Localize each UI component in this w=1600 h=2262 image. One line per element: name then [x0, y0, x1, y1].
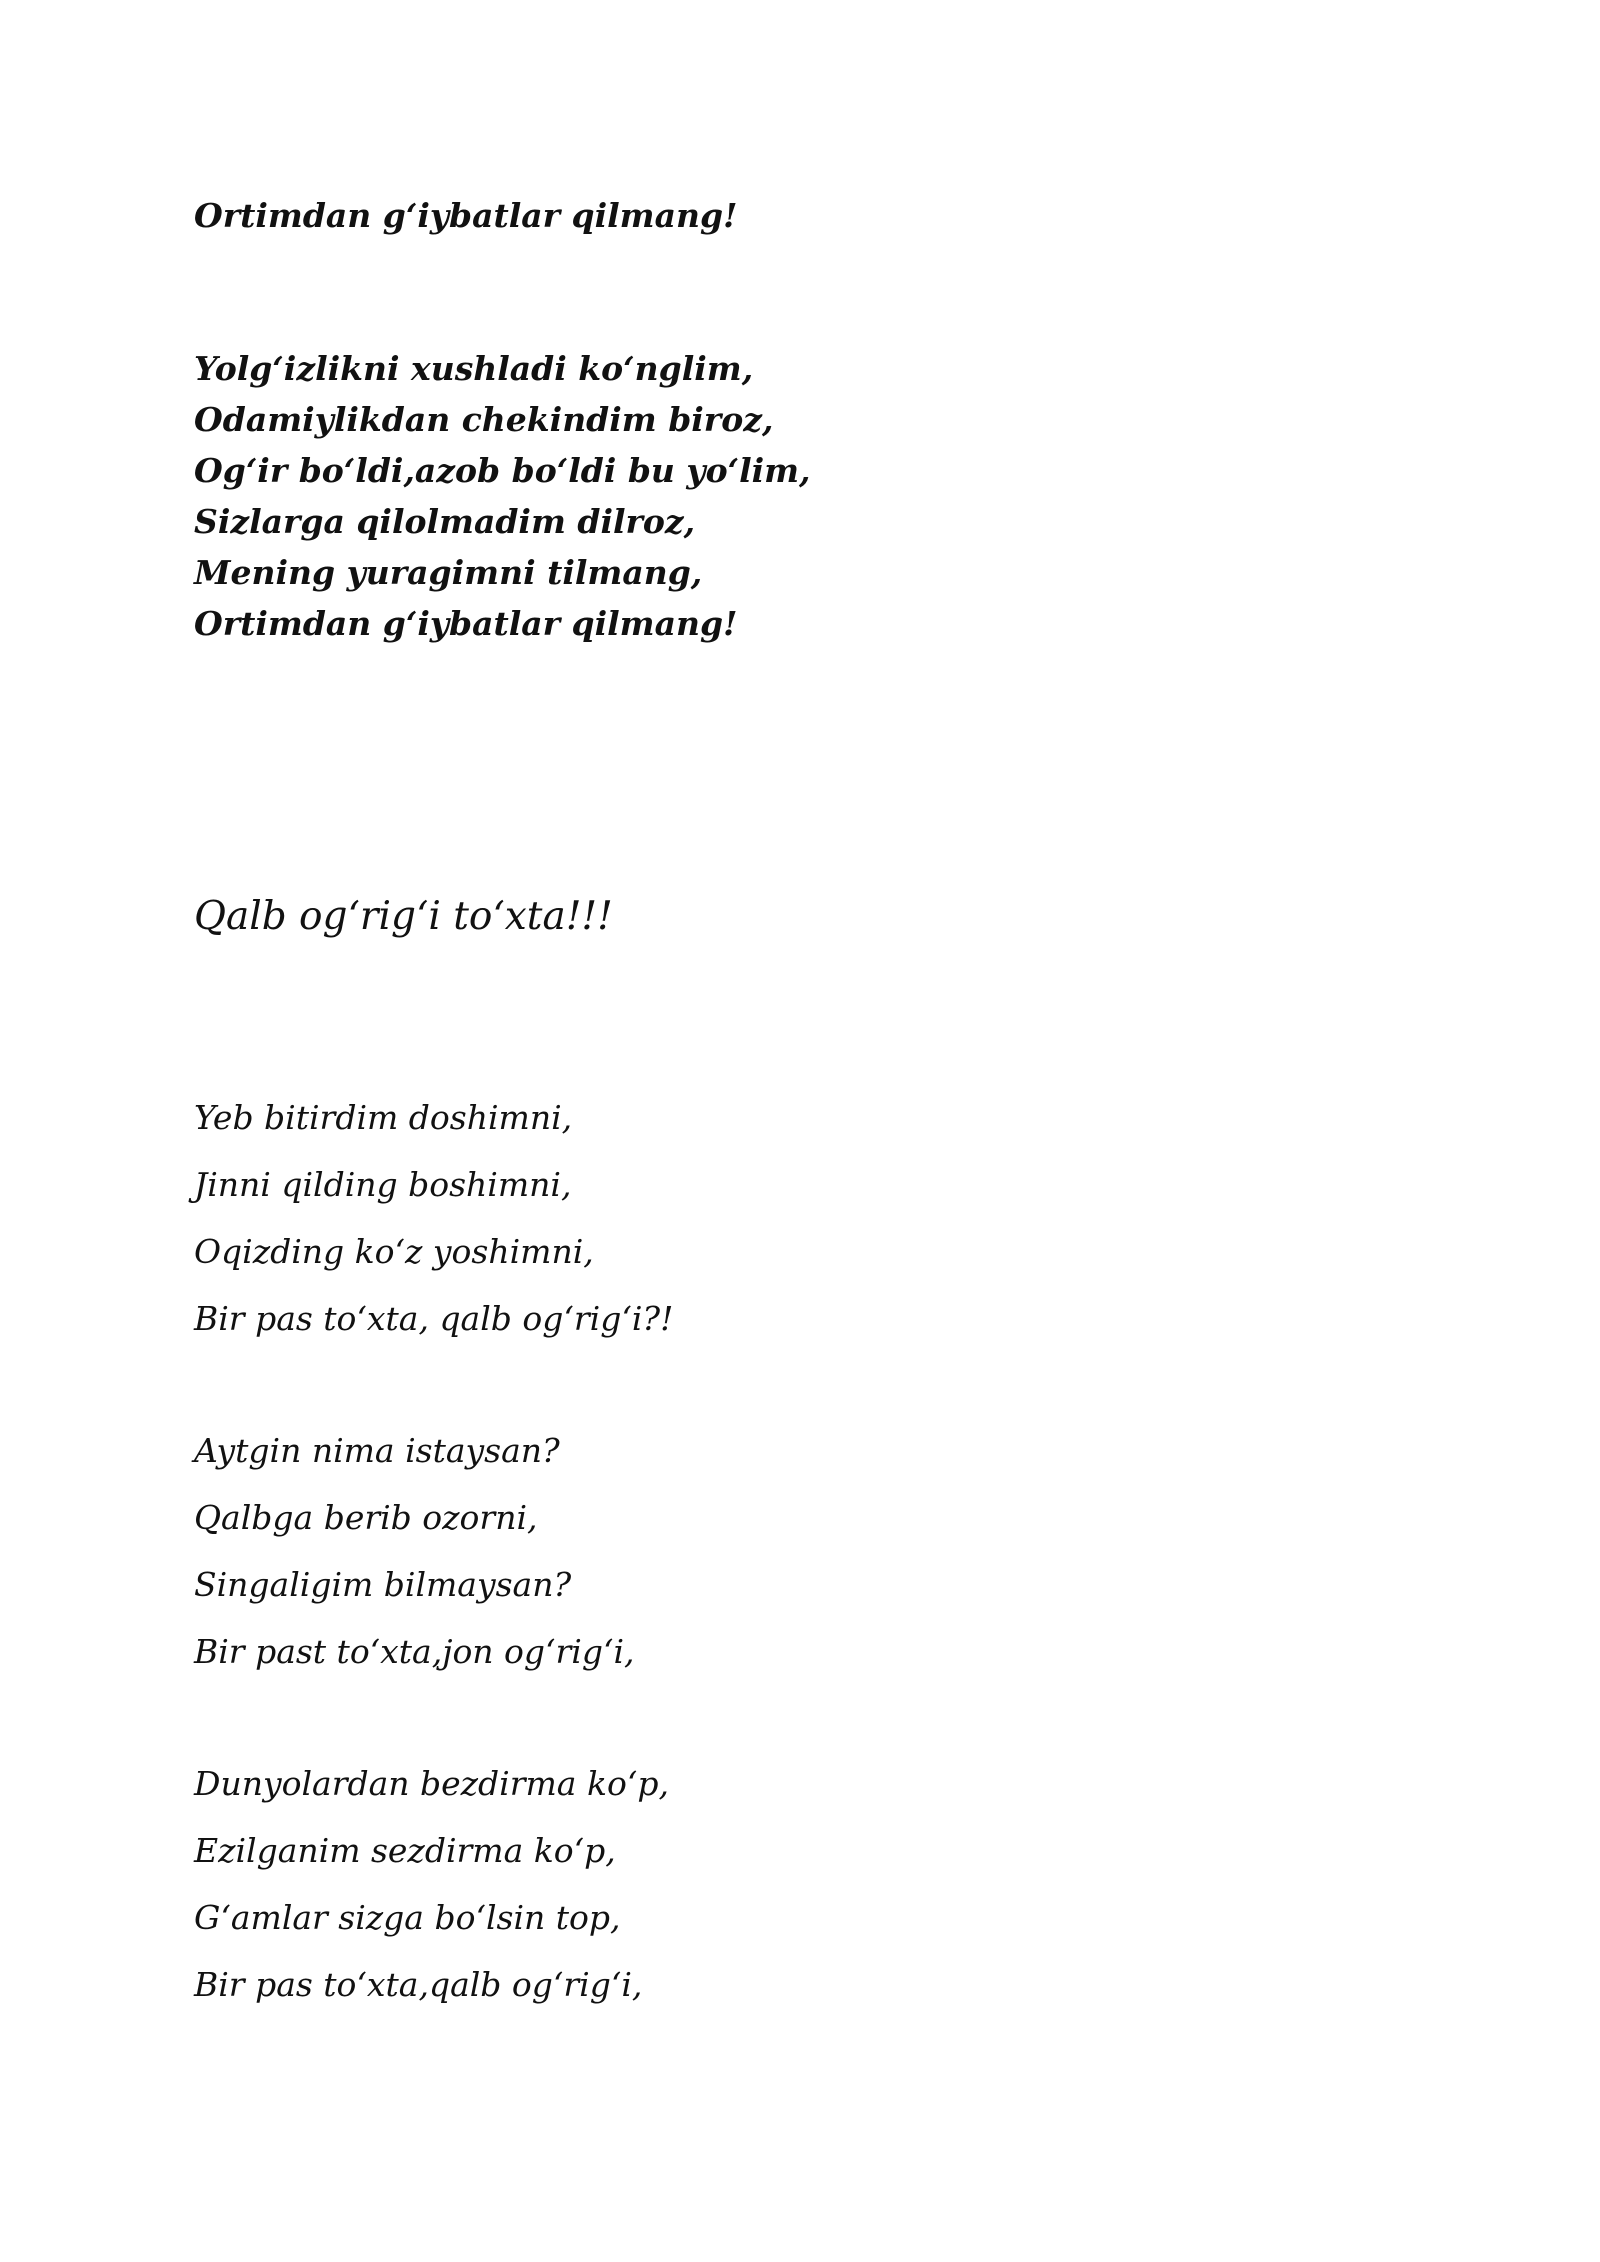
poem2-stanza3-line4: Bir pas to‘xta,qalb og‘rig‘i, [194, 1965, 643, 2004]
poem2-stanza1-line1: Yeb bitirdim doshimni, [194, 1098, 573, 1137]
poem2-title: Qalb og‘rig‘i to‘xta!!! [194, 894, 613, 939]
poem1-line-5: Mening yuragimni tilmang, [194, 553, 703, 592]
poem2-stanza2-line2: Qalbga berib ozorni, [194, 1498, 538, 1537]
poem1-refrain-top: Ortimdan g‘iybatlar qilmang! [194, 196, 738, 235]
poem2-stanza1-line4: Bir pas to‘xta, qalb og‘rig‘i?! [194, 1299, 674, 1338]
poem2-stanza3-line2: Ezilganim sezdirma ko‘p, [194, 1831, 616, 1870]
poem2-stanza3-line1: Dunyolardan bezdirma ko‘p, [194, 1764, 669, 1803]
poem2-stanza3-line3: G‘amlar sizga bo‘lsin top, [194, 1898, 621, 1937]
poem1-line-2: Odamiylikdan chekindim biroz, [194, 400, 774, 439]
poem1-line-3: Og‘ir bo‘ldi,azob bo‘ldi bu yo‘lim, [194, 451, 811, 490]
poem2-stanza1-line2: Jinni qilding boshimni, [194, 1165, 572, 1204]
poem2-stanza2-line3: Singaligim bilmaysan? [194, 1565, 572, 1604]
poem2-stanza1-line3: Oqizding ko‘z yoshimni, [194, 1232, 594, 1271]
poem2-stanza2-line1: Aytgin nima istaysan? [194, 1431, 560, 1470]
poem2-stanza2-line4: Bir past to‘xta,jon og‘rig‘i, [194, 1632, 635, 1671]
poem1-line-6: Ortimdan g‘iybatlar qilmang! [194, 604, 738, 643]
poem1-line-1: Yolg‘izlikni xushladi ko‘nglim, [194, 349, 754, 388]
poem1-line-4: Sizlarga qilolmadim dilroz, [194, 502, 696, 541]
